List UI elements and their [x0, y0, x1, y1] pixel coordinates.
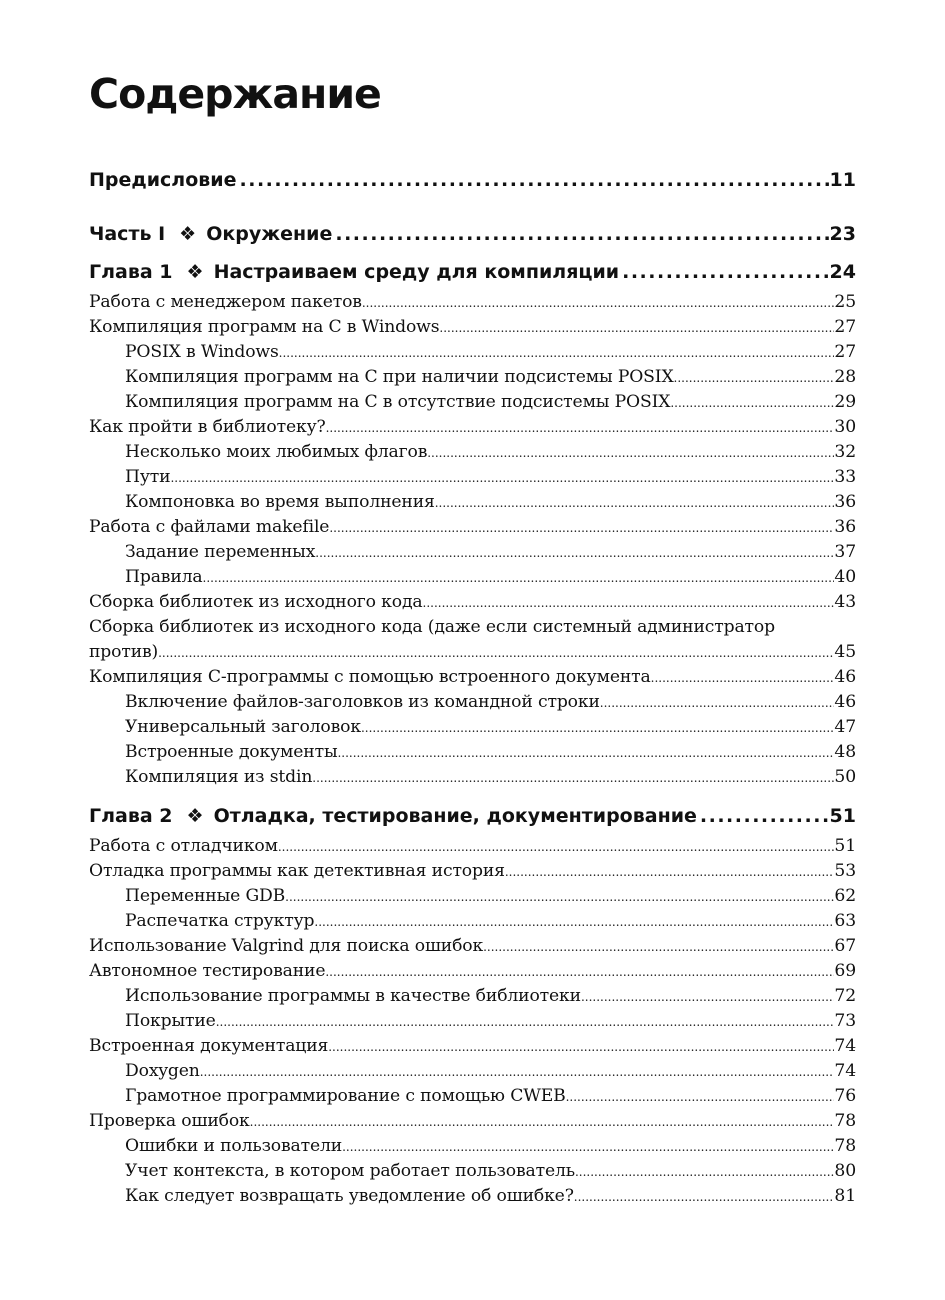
dot-leader [158, 641, 834, 666]
dot-leader [314, 910, 834, 935]
dot-leader [337, 741, 834, 766]
toc-entry[interactable] [89, 390, 856, 415]
dot-leader [203, 566, 835, 591]
toc-entry-page: 50 [834, 767, 856, 787]
toc-entry[interactable] [89, 690, 856, 715]
chapter-title: Настраиваем среду для компиляции [213, 261, 620, 283]
dot-leader [505, 860, 835, 885]
toc-entry-page: 73 [834, 1011, 856, 1031]
toc-entry-page: 72 [834, 986, 856, 1006]
dot-leader [619, 254, 829, 290]
dot-leader [279, 341, 835, 366]
diamond-ornament-icon: ❖ [186, 261, 204, 283]
toc-entry-page: 67 [834, 936, 856, 956]
chapter-page: 51 [829, 805, 856, 827]
toc-entry-label: Включение файлов-заголовков из командной строки [125, 692, 600, 712]
chapter-1-entries-continued [89, 665, 856, 790]
toc-entry[interactable] [89, 1084, 856, 1109]
toc-entry-page: 63 [834, 911, 856, 931]
toc-entry-label: Работа с менеджером пакетов [89, 292, 362, 312]
toc-entry-page: 36 [834, 517, 856, 537]
toc-preface-label: Предисловие [89, 169, 237, 191]
toc-chapter-row[interactable] [89, 798, 856, 834]
toc-entry[interactable] [89, 590, 856, 615]
toc-entry-label: Переменные GDB [125, 886, 286, 906]
toc-entry-page: 46 [834, 692, 856, 712]
toc-entry-label: Работа с отладчиком [89, 836, 278, 856]
toc-entry-label: Автономное тестирование [89, 961, 326, 981]
toc-entry-page: 43 [834, 592, 856, 612]
dot-leader [329, 516, 834, 541]
dot-leader [332, 216, 829, 252]
dot-leader [581, 985, 834, 1010]
dot-leader [674, 366, 835, 391]
toc-preface-row[interactable] [89, 162, 856, 198]
dot-leader [566, 1085, 835, 1110]
toc-entry-page: 32 [834, 442, 856, 462]
toc-entry[interactable] [89, 365, 856, 390]
toc-entry-label: Как следует возвращать уведомление об ошибке? [125, 1186, 574, 1206]
toc-entry-page: 69 [834, 961, 856, 981]
toc-entry[interactable] [89, 465, 856, 490]
toc-entry[interactable] [89, 1059, 856, 1084]
chapter-2-entries [89, 834, 856, 1209]
dot-leader [216, 1010, 835, 1035]
toc-entry-wrapped[interactable] [89, 615, 856, 665]
dot-leader [200, 1060, 835, 1085]
toc-entry-page: 53 [834, 861, 856, 881]
dot-leader [697, 798, 830, 834]
toc-entry[interactable] [89, 715, 856, 740]
toc-entry-label: Проверка ошибок [89, 1111, 250, 1131]
toc-entry-page: 78 [834, 1111, 856, 1131]
toc-entry[interactable] [89, 1184, 856, 1209]
toc-entry-page: 29 [834, 392, 856, 412]
toc-entry-label: Компоновка во время выполнения [125, 492, 435, 512]
toc-entry[interactable] [89, 1109, 856, 1134]
chapter-number: Глава 2 [89, 805, 173, 827]
toc-entry-label: Пути [125, 467, 171, 487]
dot-leader [326, 416, 835, 441]
toc-entry[interactable] [89, 440, 856, 465]
dot-leader [328, 1035, 834, 1060]
toc-entry[interactable] [89, 415, 856, 440]
toc-entry[interactable] [89, 540, 856, 565]
part-number: Часть I [89, 223, 166, 245]
toc-entry-label: Использование Valgrind для поиска ошибок [89, 936, 484, 956]
toc-entry[interactable] [89, 859, 856, 884]
toc-entry-page: 46 [834, 667, 856, 687]
toc-entry-page: 47 [834, 717, 856, 737]
toc-entry-page: 27 [834, 342, 856, 362]
toc-entry[interactable] [89, 665, 856, 690]
toc-entry[interactable] [89, 515, 856, 540]
toc-entry-label: Правила [125, 567, 203, 587]
dot-leader [670, 391, 834, 416]
toc-preface-page: 11 [829, 169, 856, 191]
toc-entry-label: Встроенные документы [125, 742, 338, 762]
chapter-page: 24 [829, 261, 856, 283]
dot-leader [651, 666, 835, 691]
dot-leader [439, 316, 834, 341]
diamond-ornament-icon: ❖ [186, 805, 204, 827]
toc-entry[interactable] [89, 1159, 856, 1184]
toc-entry-label: Работа с файлами makefile [89, 517, 330, 537]
part-page: 23 [829, 223, 856, 245]
dot-leader [423, 591, 835, 616]
toc-entry-label: Покрытие [125, 1011, 216, 1031]
toc-entry-page: 30 [834, 417, 856, 437]
toc-entry-page: 81 [834, 1186, 856, 1206]
toc-entry-page: 40 [834, 567, 856, 587]
toc-entry-page: 80 [834, 1161, 856, 1181]
toc-entry-label: POSIX в Windows [125, 342, 279, 362]
chapter-number: Глава 1 [89, 261, 173, 283]
toc-entry-page: 27 [834, 317, 856, 337]
dot-leader [435, 491, 835, 516]
toc-entry-label: Использование программы в качестве библиотеки [125, 986, 581, 1006]
dot-leader [342, 1135, 834, 1160]
toc-entry[interactable] [89, 565, 856, 590]
table-of-contents [89, 162, 856, 1209]
toc-entry[interactable] [89, 1134, 856, 1159]
toc-entry[interactable] [89, 340, 856, 365]
toc-entry-label: Отладка программы как детективная история [89, 861, 505, 881]
dot-leader [170, 466, 834, 491]
toc-entry[interactable] [89, 1034, 856, 1059]
toc-entry-label: Универсальный заголовок [125, 717, 361, 737]
toc-entry-label: Doxygen [125, 1061, 200, 1081]
dot-leader [362, 291, 835, 316]
dot-leader [483, 935, 834, 960]
toc-entry-label: Компиляция программ на С в Windows [89, 317, 440, 337]
toc-entry-page: 36 [834, 492, 856, 512]
toc-entry-label: Компиляция С-программы с помощью встроенного документа [89, 667, 651, 687]
toc-entry-label: Встроенная документация [89, 1036, 329, 1056]
dot-leader [575, 1160, 834, 1185]
dot-leader [250, 1110, 835, 1135]
toc-entry[interactable] [89, 765, 856, 790]
toc-entry-page: 74 [834, 1036, 856, 1056]
toc-entry-label: Грамотное программирование с помощью CWEB [125, 1086, 566, 1106]
dot-leader [278, 835, 835, 860]
toc-entry[interactable] [89, 740, 856, 765]
toc-entry-label: Задание переменных [125, 542, 316, 562]
toc-entry-label: Распечатка структур [125, 911, 315, 931]
toc-entry-label: Компиляция программ на С при наличии подсистемы POSIX [125, 367, 674, 387]
dot-leader [361, 716, 834, 741]
dot-leader [600, 691, 835, 716]
toc-entry[interactable] [89, 490, 856, 515]
toc-part-row[interactable] [89, 216, 856, 252]
dot-leader [427, 441, 834, 466]
toc-entry-label-line2: против) [89, 642, 159, 662]
toc-entry-label: Несколько моих любимых флагов [125, 442, 428, 462]
chapter-1-entries [89, 290, 856, 615]
toc-entry-page: 33 [834, 467, 856, 487]
toc-entry-page: 48 [834, 742, 856, 762]
toc-entry[interactable] [89, 909, 856, 934]
dot-leader [285, 885, 834, 910]
diamond-ornament-icon: ❖ [179, 223, 197, 245]
toc-entry-label: Компиляция программ на С в отсутствие подсистемы POSIX [125, 392, 671, 412]
dot-leader [237, 162, 830, 198]
toc-entry[interactable] [89, 934, 856, 959]
toc-entry-label: Ошибки и пользователи [125, 1136, 343, 1156]
toc-entry-page: 28 [834, 367, 856, 387]
toc-entry-page: 51 [834, 836, 856, 856]
toc-entry-page: 37 [834, 542, 856, 562]
toc-entry-label: Учет контекста, в котором работает пользователь [125, 1161, 575, 1181]
toc-entry-page: 78 [834, 1136, 856, 1156]
toc-entry-page: 62 [834, 886, 856, 906]
dot-leader [325, 960, 834, 985]
toc-entry-label-line1: Сборка библиотек из исходного кода (даже если системный администратор [89, 617, 775, 637]
toc-entry[interactable] [89, 984, 856, 1009]
toc-entry[interactable] [89, 315, 856, 340]
toc-entry-label: Сборка библиотек из исходного кода [89, 592, 423, 612]
toc-entry[interactable] [89, 290, 856, 315]
toc-entry[interactable] [89, 834, 856, 859]
toc-entry[interactable] [89, 959, 856, 984]
dot-leader [312, 766, 834, 791]
toc-entry-page: 76 [834, 1086, 856, 1106]
part-title: Окружение [206, 223, 333, 245]
toc-entry-label: Компиляция из stdin [125, 767, 313, 787]
page-title: Содержание [89, 70, 381, 118]
toc-entry-page: 74 [834, 1061, 856, 1081]
dot-leader [574, 1185, 835, 1210]
toc-entry-label: Как пройти в библиотеку? [89, 417, 326, 437]
toc-entry-page: 25 [834, 292, 856, 312]
toc-entry-page: 45 [834, 642, 856, 662]
chapter-title: Отладка, тестирование, документирование [213, 805, 697, 827]
toc-chapter-row[interactable] [89, 254, 856, 290]
dot-leader [315, 541, 834, 566]
toc-entry[interactable] [89, 1009, 856, 1034]
toc-entry[interactable] [89, 884, 856, 909]
